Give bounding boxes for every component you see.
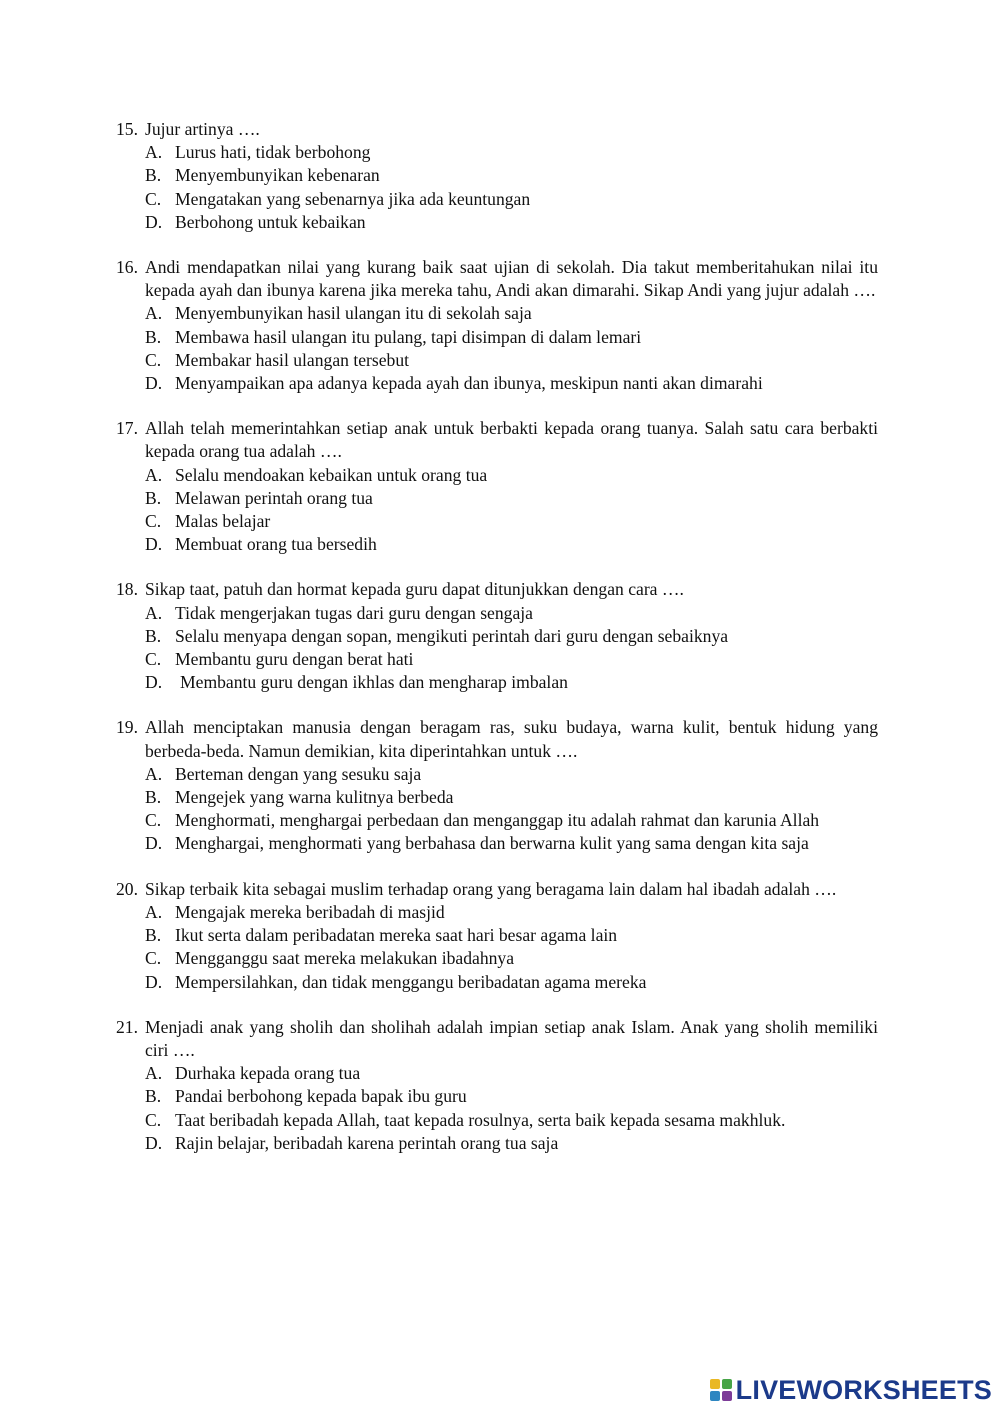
option-text: Pandai berbohong kepada bapak ibu guru (175, 1086, 467, 1107)
option-a[interactable] (116, 302, 878, 325)
question-text: Sikap taat, patuh dan hormat kepada guru dapat ditunjukkan dengan cara …. (145, 579, 684, 600)
option-text: Menyampaikan apa adanya kepada ayah dan ibunya, meskipun nanti akan dimarahi (175, 373, 763, 394)
option-c[interactable] (116, 510, 878, 533)
question-text: Allah telah memerintahkan setiap anak untuk berbakti kepada orang tuanya. Salah satu cara berbakti kepada orang tua adalah …. (145, 418, 878, 462)
option-b[interactable] (116, 786, 878, 809)
option-c[interactable] (116, 947, 878, 970)
option-text: Ikut serta dalam peribadatan mereka saat hari besar agama lain (175, 925, 618, 946)
option-letter: C. (145, 810, 162, 831)
option-text: Rajin belajar, beribadah karena perintah orang tua saja (175, 1132, 559, 1153)
option-text: Membakar hasil ulangan tersebut (175, 349, 410, 370)
option-a[interactable] (116, 141, 878, 164)
option-letter: D. (145, 1132, 163, 1153)
option-letter: C. (145, 1109, 162, 1130)
option-letter: A. (145, 763, 163, 784)
option-text: Membantu guru dengan berat hati (175, 649, 414, 670)
question-number: 19. (116, 717, 138, 738)
answer-options (116, 901, 878, 994)
option-letter: C. (145, 511, 162, 532)
question-text: Allah menciptakan manusia dengan beragam ras, suku budaya, warna kulit, bentuk hidung yang berbeda-beda. Namun demikian, kita diperintahkan untuk …. (145, 717, 878, 761)
option-c[interactable] (116, 648, 878, 671)
question-number: 16. (116, 257, 138, 278)
answer-options (116, 602, 878, 695)
logo-text: LIVEWORKSHEETS (735, 1374, 992, 1405)
answer-options (116, 302, 878, 395)
option-b[interactable] (116, 487, 878, 510)
question-21 (116, 1016, 878, 1155)
option-letter: B. (145, 787, 162, 808)
question-18 (116, 578, 878, 694)
option-letter: A. (145, 464, 163, 485)
option-letter: A. (145, 303, 163, 324)
option-a[interactable] (116, 1062, 878, 1085)
option-text: Mengganggu saat mereka melakukan ibadahnya (175, 948, 515, 969)
logo-square-purple (722, 1391, 732, 1401)
option-c[interactable] (116, 809, 878, 832)
logo-square-yellow (710, 1379, 720, 1389)
option-d[interactable] (116, 671, 878, 694)
option-d[interactable] (116, 832, 878, 855)
question-number: 15. (116, 119, 138, 139)
option-letter: D. (145, 833, 163, 854)
option-d[interactable] (116, 211, 878, 234)
option-b[interactable] (116, 326, 878, 349)
option-text: Mengejek yang warna kulitnya berbeda (175, 787, 454, 808)
question-stem (116, 1016, 878, 1062)
option-text: Malas belajar (175, 511, 271, 532)
option-text: Menghargai, menghormati yang berbahasa dan berwarna kulit yang sama dengan kita saja (175, 833, 809, 854)
option-letter: C. (145, 649, 162, 670)
question-stem (116, 417, 878, 463)
option-text: Taat beribadah kepada Allah, taat kepada rosulnya, serta baik kepada sesama makhluk. (175, 1109, 786, 1130)
option-letter: A. (145, 901, 163, 922)
option-letter: A. (145, 602, 163, 623)
worksheet-content (116, 118, 878, 1177)
option-letter: B. (145, 326, 162, 347)
option-text: Durhaka kepada orang tua (175, 1063, 361, 1084)
option-b[interactable] (116, 625, 878, 648)
option-text: Mempersilahkan, dan tidak menggangu beribadatan agama mereka (175, 971, 647, 992)
option-letter: B. (145, 925, 162, 946)
option-letter: B. (145, 1086, 162, 1107)
option-text: Melawan perintah orang tua (175, 487, 373, 508)
question-20 (116, 878, 878, 994)
option-text: Mengatakan yang sebenarnya jika ada keuntungan (175, 188, 531, 209)
option-a[interactable] (116, 602, 878, 625)
question-number: 17. (116, 418, 138, 439)
question-15 (116, 118, 878, 234)
question-number: 18. (116, 579, 138, 600)
answer-options (116, 141, 878, 234)
option-letter: A. (145, 142, 163, 163)
option-c[interactable] (116, 349, 878, 372)
option-text: Membuat orang tua bersedih (175, 534, 377, 555)
option-letter: D. (145, 971, 163, 992)
logo-square-blue (710, 1391, 720, 1401)
option-text: Menyembunyikan kebenaran (175, 165, 380, 186)
option-d[interactable] (116, 533, 878, 556)
option-letter: C. (145, 349, 162, 370)
option-a[interactable] (116, 763, 878, 786)
option-a[interactable] (116, 901, 878, 924)
question-stem (116, 118, 878, 141)
option-text: Mengajak mereka beribadah di masjid (175, 901, 445, 922)
option-letter: D. (145, 672, 163, 693)
answer-options (116, 1062, 878, 1155)
question-text: Sikap terbaik kita sebagai muslim terhadap orang yang beragama lain dalam hal ibadah adalah …. (145, 878, 837, 899)
question-text: Menjadi anak yang sholih dan sholihah adalah impian setiap anak Islam. Anak yang sholih memiliki ciri …. (145, 1016, 878, 1060)
question-number: 21. (116, 1016, 138, 1037)
question-17 (116, 417, 878, 556)
option-text: Membawa hasil ulangan itu pulang, tapi disimpan di dalam lemari (175, 326, 642, 347)
option-letter: B. (145, 625, 162, 646)
answer-options (116, 464, 878, 557)
option-d[interactable] (116, 372, 878, 395)
option-a[interactable] (116, 464, 878, 487)
question-text: Andi mendapatkan nilai yang kurang baik saat ujian di sekolah. Dia takut memberitahukan nilai itu kepada ayah dan ibunya karena jika mereka tahu, Andi akan dimarahi. Sikap Andi yang jujur adalah …. (145, 257, 878, 301)
question-stem (116, 716, 878, 762)
liveworksheets-logo-icon (710, 1379, 732, 1401)
liveworksheets-logo (710, 1375, 992, 1405)
option-letter: B. (145, 165, 162, 186)
option-letter: A. (145, 1063, 163, 1084)
question-16 (116, 256, 878, 395)
question-stem (116, 256, 878, 302)
option-text: Membantu guru dengan ikhlas dan mengharap imbalan (180, 672, 568, 693)
answer-options (116, 763, 878, 856)
option-b[interactable] (116, 164, 878, 187)
option-text: Lurus hati, tidak berbohong (175, 142, 371, 163)
question-stem (116, 878, 878, 901)
option-text: Selalu menyapa dengan sopan, mengikuti perintah dari guru dengan sebaiknya (175, 625, 729, 646)
option-b[interactable] (116, 1085, 878, 1108)
option-letter: B. (145, 487, 162, 508)
option-letter: C. (145, 188, 162, 209)
option-d[interactable] (116, 1132, 878, 1155)
option-letter: C. (145, 948, 162, 969)
option-letter: D. (145, 211, 163, 232)
option-c[interactable] (116, 1109, 878, 1132)
option-text: Berbohong untuk kebaikan (175, 211, 366, 232)
option-d[interactable] (116, 971, 878, 994)
logo-square-green (722, 1379, 732, 1389)
option-b[interactable] (116, 924, 878, 947)
option-c[interactable] (116, 188, 878, 211)
question-19 (116, 716, 878, 855)
question-text: Jujur artinya …. (145, 119, 260, 139)
option-text: Menyembunyikan hasil ulangan itu di sekolah saja (175, 303, 532, 324)
question-stem (116, 578, 878, 601)
option-letter: D. (145, 373, 163, 394)
option-letter: D. (145, 534, 163, 555)
option-text: Selalu mendoakan kebaikan untuk orang tua (175, 464, 488, 485)
option-text: Menghormati, menghargai perbedaan dan menganggap itu adalah rahmat dan karunia Allah (175, 810, 820, 831)
option-text: Tidak mengerjakan tugas dari guru dengan sengaja (175, 602, 533, 623)
question-number: 20. (116, 878, 138, 899)
option-text: Berteman dengan yang sesuku saja (175, 763, 422, 784)
